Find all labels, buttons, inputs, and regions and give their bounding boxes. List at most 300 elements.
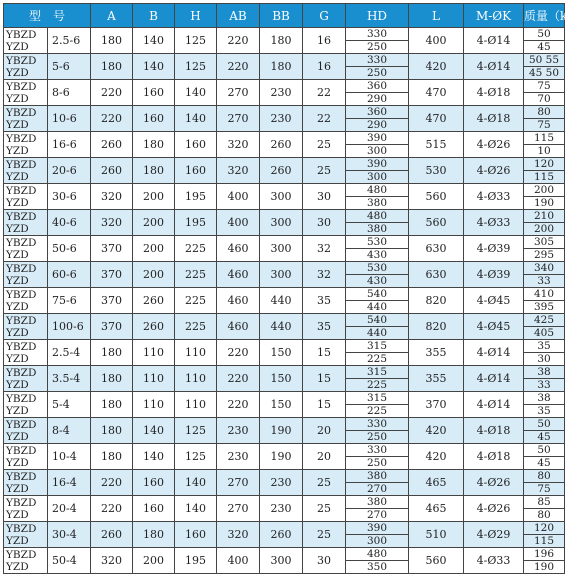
weight-value-2: 33 bbox=[524, 275, 565, 288]
col-b: 200 bbox=[133, 236, 175, 262]
model-line-2: YZD bbox=[6, 456, 29, 469]
col-g: 32 bbox=[303, 262, 346, 288]
model-cell bbox=[4, 54, 48, 80]
col-b: 200 bbox=[133, 210, 175, 236]
col-a: 370 bbox=[91, 236, 133, 262]
l-cell: 420 bbox=[409, 418, 464, 444]
col-h: 125 bbox=[175, 418, 217, 444]
col-a: 220 bbox=[91, 496, 133, 522]
col-g: 25 bbox=[303, 132, 346, 158]
col-h: 160 bbox=[175, 132, 217, 158]
table-row bbox=[4, 288, 565, 301]
col-ab: 400 bbox=[217, 184, 260, 210]
col-ab: 270 bbox=[217, 470, 260, 496]
header-row bbox=[4, 4, 565, 28]
weight-value-2: 45 bbox=[524, 457, 565, 470]
col-ab: 220 bbox=[217, 54, 260, 80]
model-cell bbox=[4, 288, 48, 314]
hd-value-2: 250 bbox=[346, 431, 409, 444]
l-cell: 370 bbox=[409, 392, 464, 418]
col-bb: 300 bbox=[260, 236, 303, 262]
hd-value-2: 270 bbox=[346, 509, 409, 522]
col-ab: 220 bbox=[217, 366, 260, 392]
model-cell bbox=[4, 392, 48, 418]
hd-value-2: 440 bbox=[346, 301, 409, 314]
col-b: 110 bbox=[133, 392, 175, 418]
hd-value-1: 360 bbox=[346, 80, 409, 93]
l-cell: 510 bbox=[409, 522, 464, 548]
mk-cell: 4-Ø18 bbox=[464, 418, 524, 444]
col-b: 260 bbox=[133, 288, 175, 314]
col-bb: 300 bbox=[260, 184, 303, 210]
l-cell: 470 bbox=[409, 80, 464, 106]
hd-value-1: 315 bbox=[346, 392, 409, 405]
col-h: 160 bbox=[175, 522, 217, 548]
mk-cell: 4-Ø14 bbox=[464, 28, 524, 54]
hd-value-1: 330 bbox=[346, 28, 409, 41]
l-cell: 355 bbox=[409, 340, 464, 366]
hd-value-1: 380 bbox=[346, 496, 409, 509]
col-ab: 230 bbox=[217, 418, 260, 444]
col-b: 160 bbox=[133, 80, 175, 106]
col-g: 22 bbox=[303, 106, 346, 132]
table-body bbox=[4, 28, 565, 574]
table-row bbox=[4, 80, 565, 93]
col-b: 160 bbox=[133, 496, 175, 522]
model-line-1: YBZD bbox=[6, 262, 37, 275]
col-a: 180 bbox=[91, 418, 133, 444]
col-bb: 300 bbox=[260, 210, 303, 236]
col-g: 30 bbox=[303, 548, 346, 574]
col-h: 110 bbox=[175, 392, 217, 418]
size-cell: 10-4 bbox=[48, 444, 91, 470]
weight-value-1: 50 bbox=[524, 444, 565, 457]
col-bb: 180 bbox=[260, 54, 303, 80]
mk-cell: 4-Ø14 bbox=[464, 54, 524, 80]
hd-value-1: 390 bbox=[346, 132, 409, 145]
col-a: 180 bbox=[91, 392, 133, 418]
size-cell: 50-6 bbox=[48, 236, 91, 262]
table-row bbox=[4, 184, 565, 197]
col-a: 180 bbox=[91, 444, 133, 470]
col-a: 180 bbox=[91, 340, 133, 366]
col-h: 125 bbox=[175, 28, 217, 54]
model-cell bbox=[4, 314, 48, 340]
hd-value-2: 225 bbox=[346, 405, 409, 418]
weight-value-1: 305 bbox=[524, 236, 565, 249]
col-ab: 320 bbox=[217, 158, 260, 184]
col-a: 260 bbox=[91, 158, 133, 184]
col-ab: 270 bbox=[217, 106, 260, 132]
l-cell: 630 bbox=[409, 236, 464, 262]
table-row bbox=[4, 444, 565, 457]
hd-value-2: 430 bbox=[346, 249, 409, 262]
l-cell: 465 bbox=[409, 496, 464, 522]
weight-value-2: 45 bbox=[524, 41, 565, 54]
col-h: 110 bbox=[175, 340, 217, 366]
weight-value-2: 33 bbox=[524, 379, 565, 392]
hd-value-2: 290 bbox=[346, 93, 409, 106]
size-cell: 40-6 bbox=[48, 210, 91, 236]
col-b: 140 bbox=[133, 54, 175, 80]
col-g: 20 bbox=[303, 444, 346, 470]
col-ab: 320 bbox=[217, 522, 260, 548]
size-cell: 2.5-4 bbox=[48, 340, 91, 366]
spec-table bbox=[3, 3, 587, 574]
col-h: 195 bbox=[175, 210, 217, 236]
model-line-1: YBZD bbox=[6, 418, 37, 431]
weight-value-1: 120 bbox=[524, 522, 565, 535]
col-ab: 220 bbox=[217, 28, 260, 54]
model-cell bbox=[4, 470, 48, 496]
l-cell: 355 bbox=[409, 366, 464, 392]
l-cell: 560 bbox=[409, 548, 464, 574]
header-hd: HD bbox=[346, 4, 409, 28]
header-mk: M-ØK bbox=[464, 4, 524, 28]
header-a: A bbox=[91, 4, 133, 28]
mk-cell: 4-Ø26 bbox=[464, 470, 524, 496]
hd-value-2: 300 bbox=[346, 145, 409, 158]
l-cell: 470 bbox=[409, 106, 464, 132]
col-g: 15 bbox=[303, 340, 346, 366]
table-row bbox=[4, 418, 565, 431]
size-cell: 3.5-4 bbox=[48, 366, 91, 392]
col-a: 370 bbox=[91, 314, 133, 340]
col-b: 110 bbox=[133, 366, 175, 392]
col-b: 260 bbox=[133, 314, 175, 340]
model-cell bbox=[4, 210, 48, 236]
l-cell: 630 bbox=[409, 262, 464, 288]
model-cell bbox=[4, 548, 48, 574]
model-line-1: YBZD bbox=[6, 392, 37, 405]
col-g: 16 bbox=[303, 54, 346, 80]
model-cell bbox=[4, 444, 48, 470]
model-line-1: YBZD bbox=[6, 470, 37, 483]
col-g: 25 bbox=[303, 158, 346, 184]
table-row bbox=[4, 314, 565, 327]
mk-cell: 4-Ø26 bbox=[464, 496, 524, 522]
hd-value-1: 480 bbox=[346, 548, 409, 561]
size-cell: 16-4 bbox=[48, 470, 91, 496]
col-a: 320 bbox=[91, 210, 133, 236]
col-b: 160 bbox=[133, 470, 175, 496]
model-line-1: YBZD bbox=[6, 54, 37, 67]
size-cell: 10-6 bbox=[48, 106, 91, 132]
l-cell: 560 bbox=[409, 184, 464, 210]
model-cell bbox=[4, 366, 48, 392]
table-row bbox=[4, 548, 565, 561]
table-row bbox=[4, 366, 565, 379]
col-g: 35 bbox=[303, 288, 346, 314]
mk-cell: 4-Ø39 bbox=[464, 262, 524, 288]
col-h: 225 bbox=[175, 262, 217, 288]
col-b: 180 bbox=[133, 132, 175, 158]
col-a: 260 bbox=[91, 132, 133, 158]
col-ab: 400 bbox=[217, 548, 260, 574]
table-header bbox=[4, 4, 587, 28]
mk-cell: 4-Ø45 bbox=[464, 288, 524, 314]
hd-value-2: 300 bbox=[346, 171, 409, 184]
model-cell bbox=[4, 522, 48, 548]
col-ab: 460 bbox=[217, 236, 260, 262]
weight-value-2: 70 bbox=[524, 93, 565, 106]
size-cell: 20-4 bbox=[48, 496, 91, 522]
col-bb: 190 bbox=[260, 418, 303, 444]
model-line-2: YZD bbox=[6, 274, 29, 287]
hd-value-1: 390 bbox=[346, 522, 409, 535]
hd-value-2: 350 bbox=[346, 561, 409, 574]
col-g: 22 bbox=[303, 80, 346, 106]
model-line-1: YBZD bbox=[6, 210, 37, 223]
size-cell: 30-4 bbox=[48, 522, 91, 548]
col-bb: 190 bbox=[260, 444, 303, 470]
col-bb: 440 bbox=[260, 314, 303, 340]
table-row bbox=[4, 340, 565, 353]
col-h: 195 bbox=[175, 184, 217, 210]
col-b: 180 bbox=[133, 158, 175, 184]
table-row bbox=[4, 262, 565, 275]
table-row bbox=[4, 158, 565, 171]
mk-cell: 4-Ø14 bbox=[464, 392, 524, 418]
table-row bbox=[4, 496, 565, 509]
col-bb: 150 bbox=[260, 340, 303, 366]
model-line-2: YZD bbox=[6, 300, 29, 313]
hd-value-2: 250 bbox=[346, 41, 409, 54]
col-a: 260 bbox=[91, 522, 133, 548]
weight-value-2: 35 bbox=[524, 405, 565, 418]
weight-value-2: 115 bbox=[524, 535, 565, 548]
model-cell bbox=[4, 262, 48, 288]
col-bb: 180 bbox=[260, 28, 303, 54]
size-cell: 5-6 bbox=[48, 54, 91, 80]
col-ab: 460 bbox=[217, 314, 260, 340]
weight-value-1: 50 55 bbox=[524, 54, 565, 67]
mk-cell: 4-Ø18 bbox=[464, 106, 524, 132]
weight-value-1: 85 bbox=[524, 496, 565, 509]
col-h: 140 bbox=[175, 106, 217, 132]
mk-cell: 4-Ø33 bbox=[464, 184, 524, 210]
col-b: 140 bbox=[133, 28, 175, 54]
mk-cell: 4-Ø39 bbox=[464, 236, 524, 262]
weight-value-1: 50 bbox=[524, 28, 565, 41]
col-ab: 270 bbox=[217, 496, 260, 522]
header-h: H bbox=[175, 4, 217, 28]
model-line-2: YZD bbox=[6, 430, 29, 443]
weight-value-2: 45 bbox=[524, 431, 565, 444]
size-cell: 20-6 bbox=[48, 158, 91, 184]
col-ab: 230 bbox=[217, 444, 260, 470]
col-h: 140 bbox=[175, 496, 217, 522]
weight-value-2: 190 bbox=[524, 197, 565, 210]
col-b: 200 bbox=[133, 548, 175, 574]
col-ab: 320 bbox=[217, 132, 260, 158]
model-cell bbox=[4, 340, 48, 366]
col-bb: 230 bbox=[260, 106, 303, 132]
model-line-2: YZD bbox=[6, 92, 29, 105]
hd-value-1: 330 bbox=[346, 444, 409, 457]
col-g: 25 bbox=[303, 496, 346, 522]
model-line-2: YZD bbox=[6, 118, 29, 131]
col-a: 220 bbox=[91, 106, 133, 132]
hd-value-2: 270 bbox=[346, 483, 409, 496]
model-line-2: YZD bbox=[6, 378, 29, 391]
model-cell bbox=[4, 418, 48, 444]
table-row bbox=[4, 210, 565, 223]
weight-value-1: 196 bbox=[524, 548, 565, 561]
weight-value-2: 295 bbox=[524, 249, 565, 262]
col-a: 320 bbox=[91, 548, 133, 574]
hd-value-2: 430 bbox=[346, 275, 409, 288]
size-cell: 60-6 bbox=[48, 262, 91, 288]
model-cell bbox=[4, 80, 48, 106]
model-line-1: YBZD bbox=[6, 288, 37, 301]
weight-value-2: 45 50 bbox=[524, 67, 565, 80]
col-b: 180 bbox=[133, 522, 175, 548]
model-line-1: YBZD bbox=[6, 366, 37, 379]
model-line-1: YBZD bbox=[6, 236, 37, 249]
weight-value-1: 120 bbox=[524, 158, 565, 171]
model-line-1: YBZD bbox=[6, 158, 37, 171]
col-g: 30 bbox=[303, 184, 346, 210]
model-line-2: YZD bbox=[6, 144, 29, 157]
col-bb: 150 bbox=[260, 392, 303, 418]
hd-value-1: 480 bbox=[346, 210, 409, 223]
hd-value-2: 290 bbox=[346, 119, 409, 132]
weight-value-1: 425 bbox=[524, 314, 565, 327]
model-line-1: YBZD bbox=[6, 184, 37, 197]
weight-value-1: 80 bbox=[524, 106, 565, 119]
weight-value-1: 200 bbox=[524, 184, 565, 197]
col-b: 160 bbox=[133, 106, 175, 132]
weight-value-1: 410 bbox=[524, 288, 565, 301]
model-line-1: YBZD bbox=[6, 522, 37, 535]
col-a: 220 bbox=[91, 80, 133, 106]
model-line-2: YZD bbox=[6, 482, 29, 495]
model-line-2: YZD bbox=[6, 170, 29, 183]
weight-value-1: 75 bbox=[524, 80, 565, 93]
model-line-2: YZD bbox=[6, 404, 29, 417]
col-bb: 230 bbox=[260, 496, 303, 522]
col-g: 35 bbox=[303, 314, 346, 340]
header-bb: BB bbox=[260, 4, 303, 28]
size-cell: 50-4 bbox=[48, 548, 91, 574]
hd-value-1: 390 bbox=[346, 158, 409, 171]
l-cell: 560 bbox=[409, 210, 464, 236]
weight-value-1: 340 bbox=[524, 262, 565, 275]
model-line-2: YZD bbox=[6, 352, 29, 365]
col-b: 110 bbox=[133, 340, 175, 366]
weight-value-2: 75 bbox=[524, 483, 565, 496]
header-l: L bbox=[409, 4, 464, 28]
col-g: 15 bbox=[303, 392, 346, 418]
model-line-1: YBZD bbox=[6, 444, 37, 457]
col-bb: 300 bbox=[260, 548, 303, 574]
weight-value-2: 10 bbox=[524, 145, 565, 158]
mk-cell: 4-Ø45 bbox=[464, 314, 524, 340]
mk-cell: 4-Ø18 bbox=[464, 80, 524, 106]
hd-value-1: 315 bbox=[346, 340, 409, 353]
hd-value-2: 250 bbox=[346, 67, 409, 80]
col-bb: 260 bbox=[260, 132, 303, 158]
col-g: 20 bbox=[303, 418, 346, 444]
col-b: 140 bbox=[133, 418, 175, 444]
l-cell: 515 bbox=[409, 132, 464, 158]
l-cell: 465 bbox=[409, 470, 464, 496]
col-h: 110 bbox=[175, 366, 217, 392]
col-a: 180 bbox=[91, 54, 133, 80]
mk-cell: 4-Ø33 bbox=[464, 210, 524, 236]
model-line-2: YZD bbox=[6, 248, 29, 261]
hd-value-1: 315 bbox=[346, 366, 409, 379]
col-h: 225 bbox=[175, 288, 217, 314]
hd-value-1: 530 bbox=[346, 262, 409, 275]
model-cell bbox=[4, 184, 48, 210]
model-cell bbox=[4, 106, 48, 132]
model-line-2: YZD bbox=[6, 508, 29, 521]
hd-value-2: 225 bbox=[346, 379, 409, 392]
model-line-1: YBZD bbox=[6, 28, 37, 41]
size-cell: 100-6 bbox=[48, 314, 91, 340]
weight-value-1: 210 bbox=[524, 210, 565, 223]
col-h: 140 bbox=[175, 470, 217, 496]
model-line-2: YZD bbox=[6, 196, 29, 209]
hd-value-1: 540 bbox=[346, 288, 409, 301]
header-weight: 质量（kg） bbox=[524, 4, 565, 28]
col-b: 140 bbox=[133, 444, 175, 470]
hd-value-2: 300 bbox=[346, 535, 409, 548]
mk-cell: 4-Ø29 bbox=[464, 522, 524, 548]
size-cell: 16-6 bbox=[48, 132, 91, 158]
mk-cell: 4-Ø26 bbox=[464, 158, 524, 184]
header-ab: AB bbox=[217, 4, 260, 28]
table-row bbox=[4, 392, 565, 405]
col-bb: 300 bbox=[260, 262, 303, 288]
col-ab: 460 bbox=[217, 288, 260, 314]
model-line-2: YZD bbox=[6, 222, 29, 235]
col-a: 180 bbox=[91, 366, 133, 392]
col-h: 160 bbox=[175, 158, 217, 184]
header-model: 型 号 bbox=[4, 4, 91, 28]
model-cell bbox=[4, 132, 48, 158]
model-line-2: YZD bbox=[6, 66, 29, 79]
hd-value-2: 250 bbox=[346, 457, 409, 470]
l-cell: 420 bbox=[409, 54, 464, 80]
col-bb: 260 bbox=[260, 158, 303, 184]
col-bb: 440 bbox=[260, 288, 303, 314]
col-g: 16 bbox=[303, 28, 346, 54]
col-bb: 230 bbox=[260, 80, 303, 106]
hd-value-2: 380 bbox=[346, 197, 409, 210]
col-b: 200 bbox=[133, 184, 175, 210]
hd-value-1: 330 bbox=[346, 54, 409, 67]
col-b: 200 bbox=[133, 262, 175, 288]
weight-value-2: 80 bbox=[524, 509, 565, 522]
col-a: 220 bbox=[91, 470, 133, 496]
weight-value-1: 35 bbox=[524, 340, 565, 353]
mk-cell: 4-Ø18 bbox=[464, 444, 524, 470]
col-h: 125 bbox=[175, 444, 217, 470]
size-cell: 75-6 bbox=[48, 288, 91, 314]
l-cell: 530 bbox=[409, 158, 464, 184]
table-row bbox=[4, 28, 565, 41]
model-line-1: YBZD bbox=[6, 340, 37, 353]
header-b: B bbox=[133, 4, 175, 28]
col-g: 32 bbox=[303, 236, 346, 262]
hd-value-1: 530 bbox=[346, 236, 409, 249]
l-cell: 420 bbox=[409, 444, 464, 470]
model-line-1: YBZD bbox=[6, 106, 37, 119]
size-cell: 30-6 bbox=[48, 184, 91, 210]
